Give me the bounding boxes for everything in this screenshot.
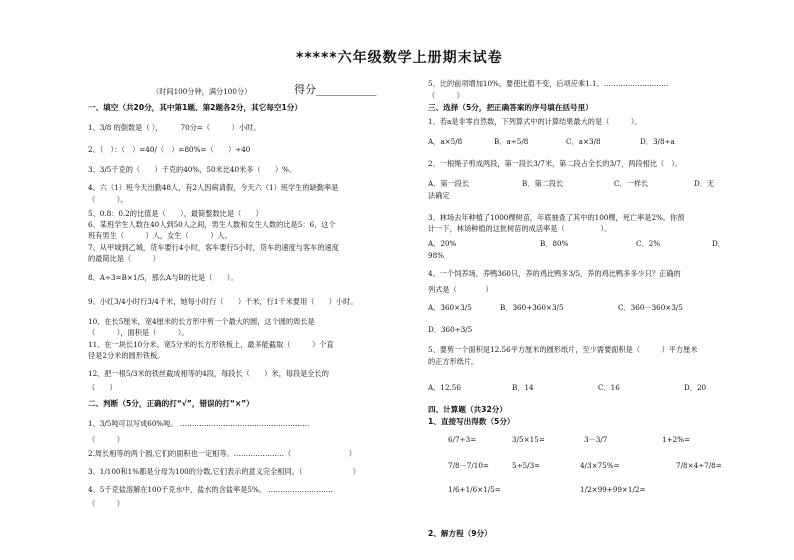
calc-3-1: 1/6+1/6×1/5= (448, 485, 501, 494)
choice-2-a: A．第一段长 (428, 179, 470, 188)
question-12-cont: （ ） (88, 383, 117, 392)
choice-3: 3、林场去年种植了1000棵树苗，年底抽查了其中的100棵，死亡率是2%。你预 (428, 213, 685, 222)
question-10-cont: （ ），面积是（ ）。 (88, 328, 189, 337)
question-3: 3、3/5千克的（ ）千克的40%，50米比40米多（ ）%。 (88, 165, 297, 174)
choice-1: 1、若a是非零自然数，下列算式中的计算结果最大的是（ ）。 (428, 117, 642, 126)
calc-2-3: 4/3×75%= (580, 461, 620, 470)
choice-3-a: A．20% (428, 239, 457, 248)
choice-5-a: A．12.56 (428, 383, 461, 392)
section-true-false: 二、判断（5分，正确的打“√”，错误的打“×”） (88, 399, 254, 408)
score-field: 得分___________ (294, 83, 377, 96)
choice-4-b: B．360+360×3/5 (500, 303, 564, 312)
choice-4-c: C．360－360×3/5 (618, 303, 683, 312)
judge-5-paren: （ ） (428, 91, 464, 100)
judge-1-paren: （ ） (88, 435, 124, 444)
question-10: 10、在长5厘米，宽4厘米的长方形中剪一个最大的圆，这个圆的周长是 (88, 317, 315, 326)
choice-5-b: B．14 (512, 383, 534, 392)
calc-1-1: 6/7÷3= (448, 435, 477, 444)
judge-2: 2.周长相等的两个圆,它们的面积也一定相等。…………………（ ） (88, 449, 356, 458)
question-2: 2、（ ）：（ ）=40/（ ）=80%=（ ）÷40 (88, 145, 251, 154)
choice-2-d: D．无 (694, 179, 715, 188)
choice-4-cont: 列式是（ ） (428, 285, 493, 294)
subsection-equations: 2、解方程（9分） (428, 529, 492, 538)
exam-meta: （时间100分钟，满分100分） (152, 87, 252, 96)
choice-5-cont: 的正方形纸片。 (428, 357, 479, 366)
choice-4-d: D．360÷3/5 (428, 325, 473, 334)
question-11-cont: 径是2分米的圆形铁板。 (88, 351, 165, 360)
judge-1: 1、3/5吨可以写成60%吨。 ……………………………………………… (88, 419, 310, 428)
question-9: 9、小红3/4小时行3/4千米，她每小时行（ ）千米，行1千米要用（ ）小时。 (88, 297, 358, 306)
choice-2-b: B．第二段长 (522, 179, 564, 188)
calc-1-3: 3－3/7 (584, 435, 608, 444)
choice-3-c: C．2% (636, 239, 661, 248)
choice-4-a: A．360×3/5 (428, 303, 472, 312)
judge-4: 4、5千克盐溶解在100千克水中，盐水的含盐率是5%。 ……………………… (88, 485, 333, 494)
question-7: 7、从甲城到乙城，货车要行4小时，客车要行5小时，货车的速度与客车的速度 (88, 243, 339, 252)
calc-3-3: 1/2×99+99×1/2= (580, 485, 646, 494)
judge-3: 3、1/100和1%都是分母为100的分数,它们表示的意义完全相同。（ ） (88, 467, 360, 476)
calc-2-1: 7/8－7/10= (448, 461, 489, 470)
question-6: 6、某班学生人数在40人到50人之间，男生人数和女生人数的比是5：6，这个 (88, 220, 336, 229)
judge-4-paren: （ ） (88, 499, 124, 508)
choice-5-d: D．20 (684, 383, 707, 392)
choice-3-cont: 计一下，林场种植的这批树苗的成活率是（ ）。 (428, 224, 612, 233)
question-7-cont: 的最简比是（ ） (88, 254, 160, 263)
choice-1-c: C．a×3/8 (566, 137, 601, 146)
choice-4: 4、一个饲养场，养鸭360只，养的鸡比鸭多3/5，养的鸡比鸭多多少只？正确的 (428, 269, 681, 278)
choice-1-a: A．a×5/8 (428, 137, 463, 146)
section-fill-blank: 一、填空（共20分，其中第1题、第2题各2分，其它每空1分） (88, 103, 302, 112)
question-5: 5、0.8：0.2的比值是（ ），最简整数比是（ ） (88, 209, 263, 218)
choice-5-c: C．16 (598, 383, 620, 392)
choice-3-b: B．80% (540, 239, 569, 248)
page-title: *****六年级数学上册期末试卷 (296, 50, 503, 66)
question-8: 8、A÷3=B×1/5，那么A与B的比是（ ）。 (88, 273, 238, 282)
question-6-cont: 班有男生（ ）人，女生（ ）人。 (88, 231, 232, 240)
calc-2-4: 7/8×4÷7/8= (676, 461, 722, 470)
question-4-cont: （ ）。 (88, 195, 128, 204)
question-1: 1、3/8 的倒数是（ ）， 70分=（ ）小时。 (88, 123, 261, 132)
choice-2-d-cont: 法确定 (428, 191, 450, 200)
choice-3-d: D． (712, 239, 725, 248)
judge-5: 5、比的前项增加10%，要使比值不变，后项应乘1.1。……………………… (428, 79, 669, 88)
choice-2: 2、一根绳子剪成两段，第一段长3/7米，第二段占全长的3/7，两段相比（ ）。 (428, 159, 683, 168)
calc-1-2: 3/5×15= (512, 435, 545, 444)
question-11: 11、在一块长10分米、宽5分米的长方形铁板上，最多能截取（ ）个直 (88, 340, 334, 349)
calc-2-2: 5÷5/3= (512, 461, 541, 470)
choice-1-b: B．a÷5/8 (494, 137, 529, 146)
choice-1-d: D．3/8÷a (640, 137, 675, 146)
subsection-direct-answer: 1、直接写出得数（5分） (428, 417, 515, 426)
calc-1-4: 1+2%= (662, 435, 691, 444)
choice-2-c: C．一样长 (614, 179, 649, 188)
section-calculation: 四、计算题（共32分） (428, 405, 507, 414)
question-4: 4、六（1）班今天出勤48人，有2人因病请假，今天六（1）班学生的缺勤率是 (88, 183, 339, 192)
choice-5: 5、要剪一个面积是12.56平方厘米的圆形纸片，至少需要面积是（ ）平方厘米 (428, 345, 698, 354)
question-12: 12、把一根5/3米的铁丝截成相等的4段，每段长（ ）米，每段是全长的 (88, 369, 329, 378)
choice-3-d-cont: 98% (428, 251, 444, 260)
section-choice: 三、选择（5分，把正确答案的序号填在括号里） (428, 103, 593, 112)
